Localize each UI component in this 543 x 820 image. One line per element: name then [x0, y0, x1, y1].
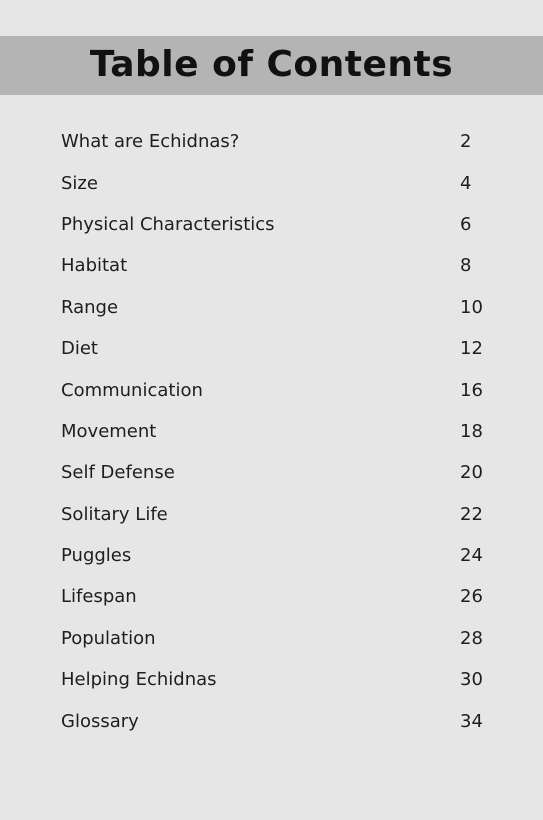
page-title: Table of Contents: [89, 44, 454, 85]
toc-entry-page: 12: [460, 338, 483, 360]
toc-entry: [61, 121, 491, 162]
toc-entry: [61, 204, 491, 245]
toc-entry-label: Habitat: [61, 255, 128, 277]
toc-entry-page: 24: [460, 545, 483, 567]
toc-entry-label: Diet: [61, 338, 98, 360]
toc-entry-page: 34: [460, 710, 483, 732]
toc-entry-page: 20: [460, 462, 483, 484]
toc-entry: [61, 618, 491, 659]
toc-list: [61, 121, 491, 742]
toc-entry-label: Solitary Life: [61, 503, 168, 525]
toc-entry: [61, 659, 491, 700]
toc-entry-label: Physical Characteristics: [61, 213, 275, 235]
toc-entry-page: 2: [460, 131, 472, 153]
toc-entry: [61, 452, 491, 493]
toc-entry-label: Movement: [61, 420, 157, 442]
toc-entry-page: 26: [460, 586, 483, 608]
toc-entry: [61, 700, 491, 741]
title-banner: [0, 36, 543, 95]
toc-entry: [61, 369, 491, 410]
toc-entry: [61, 494, 491, 535]
toc-entry-page: 8: [460, 255, 472, 277]
toc-entry-label: Size: [61, 172, 98, 194]
toc-entry: [61, 328, 491, 369]
toc-entry-page: 22: [460, 503, 483, 525]
toc-entry-page: 6: [460, 213, 472, 235]
toc-entry-label: Population: [61, 627, 156, 649]
toc-entry-page: 28: [460, 627, 483, 649]
toc-entry-page: 18: [460, 420, 483, 442]
toc-entry: [61, 162, 491, 203]
toc-entry-label: Lifespan: [61, 586, 137, 608]
toc-entry-page: 16: [460, 379, 483, 401]
toc-entry-page: 4: [460, 172, 472, 194]
toc-entry-label: Self Defense: [61, 462, 175, 484]
toc-entry: [61, 245, 491, 286]
toc-entry: [61, 411, 491, 452]
toc-entry: [61, 287, 491, 328]
toc-entry-page: 30: [460, 669, 483, 691]
toc-entry-label: Communication: [61, 379, 203, 401]
toc-entry-label: Glossary: [61, 710, 139, 732]
toc-entry-label: What are Echidnas?: [61, 131, 240, 153]
toc-entry-page: 10: [460, 296, 483, 318]
toc-entry-label: Puggles: [61, 545, 132, 567]
toc-entry: [61, 576, 491, 617]
toc-entry-label: Helping Echidnas: [61, 669, 217, 691]
toc-entry-label: Range: [61, 296, 119, 318]
toc-entry: [61, 535, 491, 576]
